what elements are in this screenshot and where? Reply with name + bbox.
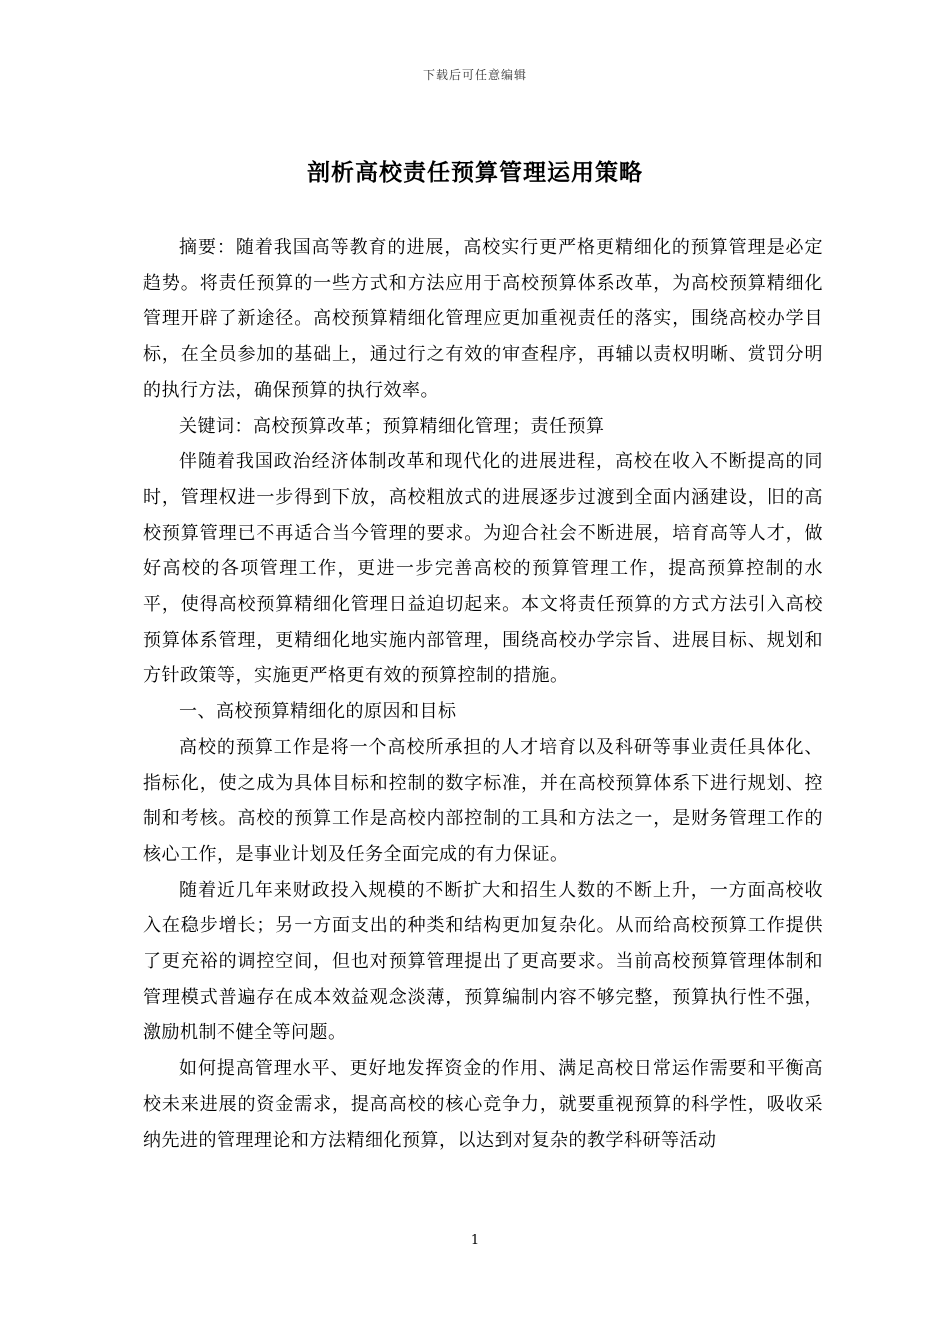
intro-paragraph: 伴随着我国政治经济体制改革和现代化的进展进程，高校在收入不断提高的同时，管理权进一步得到下放，高校粗放式的进展逐步过渡到全面内涵建设，旧的高校预算管理已不再适合当今管理的要求。为迎合社会不断进展，培育高等人才，做好高校的各项管理工作，更进一步完善高校的预算管理工作，提高预算控制的水平，使得高校预算精细化管理日益迫切起来。本文将责任预算的方式方法引入高校预算体系管理，更精细化地实施内部管理，围绕高校办学宗旨、进展目标、规划和方针政策等，实施更严格更有效的预算控制的措施。 [143, 451, 823, 687]
document-title: 剖析高校责任预算管理运用策略 [307, 160, 643, 186]
abstract-paragraph: 摘要：随着我国高等教育的进展，高校实行更严格更精细化的预算管理是必定趋势。将责任预算的一些方式和方法应用于高校预算体系改革，为高校预算精细化管理开辟了新途径。高校预算精细化管理应更加重视责任的落实，围绕高校办学目标，在全员参加的基础上，通过行之有效的审查程序，再辅以责权明晰、赏罚分明的执行方法，确保预算的执行效率。 [143, 237, 823, 401]
keywords-paragraph: 关键词：高校预算改革；预算精细化管理；责任预算 [179, 415, 605, 437]
body-paragraph: 随着近几年来财政投入规模的不断扩大和招生人数的不断上升，一方面高校收入在稳步增长；另一方面支出的种类和结构更加复杂化。从而给高校预算工作提供了更充裕的调控空间，但也对预算管理提出了更高要求。当前高校预算管理体制和管理模式普遍存在成本效益观念淡薄，预算编制内容不够完整，预算执行性不强，激励机制不健全等问题。 [143, 879, 823, 1044]
body-paragraph: 如何提高管理水平、更好地发挥资金的作用、满足高校日常运作需要和平衡高校未来进展的资金需求，提高高校的核心竞争力，就要重视预算的科学性，吸收采纳先进的管理理论和方法精细化预算，以达到对复杂的教学科研等活动 [143, 1058, 823, 1151]
body-paragraph: 高校的预算工作是将一个高校所承担的人才培育以及科研等事业责任具体化、指标化，使之成为具体目标和控制的数字标准，并在高校预算体系下进行规划、控制和考核。高校的预算工作是高校内部控制的工具和方法之一，是财务管理工作的核心工作，是事业计划及任务全面完成的有力保证。 [143, 736, 823, 865]
section-heading: 一、高校预算精细化的原因和目标 [179, 701, 457, 723]
page-number: 1 [470, 1233, 480, 1248]
document-body [143, 230, 823, 1158]
page-header-note: 下载后可任意编辑 [422, 68, 527, 82]
